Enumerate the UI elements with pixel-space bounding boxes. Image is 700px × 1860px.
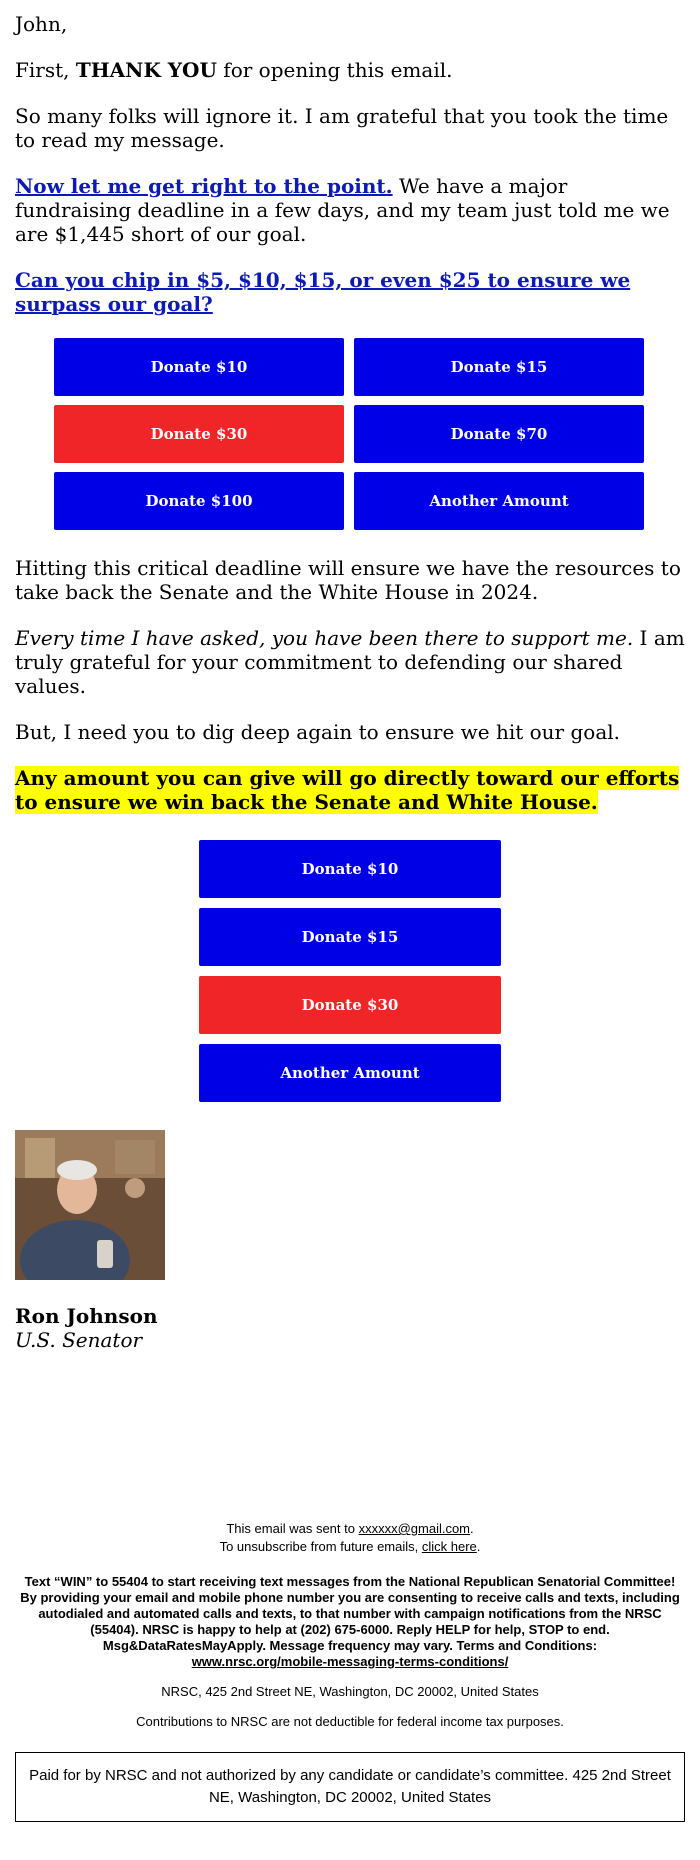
text-notice-body: Text “WIN” to 55404 to start receiving text messages from the National Republican Senatorial Committee! By providing your email and mobile phone number you are consenting to receive calls and texts, including autodialed and automated calls and texts, to that number with campaign notifications from the NRSC (55404). NRSC is happy to help at (202) 675-6000. Reply HELP for help, STOP to end. Msg&DataRatesMayApply. Message frequency may vary. Terms and Conditions: — [20, 1574, 680, 1653]
another-amount-button[interactable]: Another Amount — [354, 472, 644, 530]
another-amount-button[interactable]: Another Amount — [199, 1044, 501, 1102]
donate-100-button[interactable]: Donate $100 — [54, 472, 344, 530]
donate-grid — [54, 338, 646, 530]
italic-text: Every time I have asked, you have been there to support me. — [15, 626, 634, 650]
paid-for-box: Paid for by NRSC and not authorized by any candidate or candidate’s committee. 425 2nd Street NE, Washington, DC 20002, United States — [15, 1752, 685, 1822]
donate-stack — [199, 840, 501, 1102]
highlighted-text: Any amount you can give will go directly toward our efforts to ensure we win back the Senate and White House. — [15, 766, 680, 814]
text: I am truly grateful for your commitment to defending our shared values. — [15, 626, 685, 698]
portrait-image — [15, 1130, 165, 1280]
ask-paragraph — [15, 268, 685, 316]
text: . — [470, 1521, 474, 1536]
point-paragraph — [15, 174, 685, 246]
text: for opening this email. — [216, 58, 453, 82]
greeting: John, — [15, 12, 68, 36]
donate-10-button[interactable]: Donate $10 — [199, 840, 501, 898]
sent-to-line — [15, 1520, 685, 1538]
unsubscribe-line — [15, 1538, 685, 1556]
text: First, — [15, 58, 76, 82]
donate-15-button[interactable]: Donate $15 — [354, 338, 644, 396]
support-paragraph — [15, 626, 685, 698]
text-notice — [15, 1574, 685, 1670]
donate-15-button[interactable]: Donate $15 — [199, 908, 501, 966]
donate-30-button[interactable]: Donate $30 — [199, 976, 501, 1034]
donate-70-button[interactable]: Donate $70 — [354, 405, 644, 463]
unsubscribe-link[interactable]: click here — [421, 1539, 477, 1554]
tax-disclaimer: Contributions to NRSC are not deductible for federal income tax purposes. — [136, 1714, 564, 1729]
address-line: NRSC, 425 2nd Street NE, Washington, DC 20002, United States — [161, 1684, 539, 1699]
thank-you-paragraph — [15, 58, 685, 82]
point-link[interactable]: Now let me get right to the point. — [15, 174, 393, 198]
dig-deep-paragraph: But, I need you to dig deep again to ensure we hit our goal. — [15, 720, 620, 744]
terms-link[interactable]: www.nrsc.org/mobile-messaging-terms-conditions/ — [191, 1654, 509, 1669]
highlight-paragraph — [15, 766, 685, 814]
text: This email was sent to — [226, 1521, 359, 1536]
thank-you-strong: THANK YOU — [75, 58, 217, 82]
intro-paragraph: So many folks will ignore it. I am grateful that you took the time to read my message. — [15, 104, 669, 152]
donate-10-button[interactable]: Donate $10 — [54, 338, 344, 396]
deadline-paragraph: Hitting this critical deadline will ensure we have the resources to take back the Senate and the White House in 2024. — [15, 556, 681, 604]
footer — [15, 1520, 685, 1822]
text: . — [476, 1539, 481, 1554]
recipient-email-link[interactable]: xxxxxx@gmail.com — [358, 1521, 471, 1536]
text: To unsubscribe from future emails, — [219, 1539, 422, 1554]
signature-title: U.S. Senator — [15, 1328, 143, 1352]
text: We have a major fundraising deadline in a few days, and my team just told me we are $1,445 short of our goal. — [15, 174, 670, 246]
ask-link[interactable]: Can you chip in $5, $10, $15, or even $25 to ensure we surpass our goal? — [15, 268, 631, 316]
signature-name: Ron Johnson — [15, 1304, 158, 1328]
senator-photo — [15, 1130, 165, 1280]
donate-30-button[interactable]: Donate $30 — [54, 405, 344, 463]
